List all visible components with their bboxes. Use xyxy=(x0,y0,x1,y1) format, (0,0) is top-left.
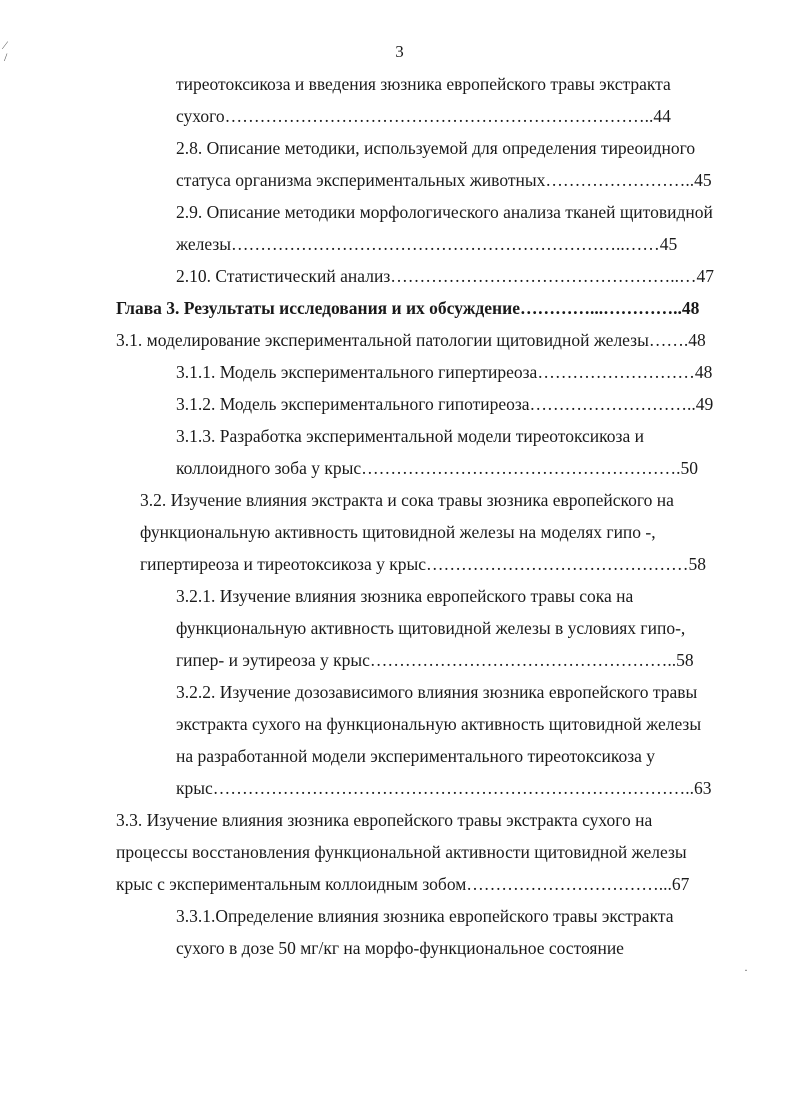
toc-line: сухого………………………………………………………………..44 xyxy=(176,106,671,126)
toc-line: крыс………………………………………………………………………..63 xyxy=(176,778,712,798)
toc-line: 3.2.1. Изучение влияния зюзника европейского травы сока на xyxy=(176,586,634,606)
toc-line: 3.1.2. Модель экспериментального гипотиреоза………………………..49 xyxy=(176,394,714,414)
toc-line: 2.10. Статистический анализ…………………………………………..…47 xyxy=(176,266,714,286)
toc-line: 2.9. Описание методики морфологического анализа тканей щитовидной xyxy=(176,202,713,222)
toc-line: статуса организма экспериментальных животных……………………..45 xyxy=(176,170,712,190)
toc-line: 3.3. Изучение влияния зюзника европейского травы экстракта сухого на xyxy=(116,810,653,830)
toc-line: сухого в дозе 50 мг/кг на морфо-функциональное состояние xyxy=(176,938,624,958)
toc-line: 3.2.2. Изучение дозозависимого влияния зюзника европейского травы xyxy=(176,682,698,702)
toc-line: тиреотоксикоза и введения зюзника европейского травы экстракта xyxy=(176,74,671,94)
toc-line: коллоидного зоба у крыс……………………………………………….50 xyxy=(176,458,698,478)
toc-line: крыс с экспериментальным коллоидным зобом……………………………...67 xyxy=(116,874,690,894)
toc-line: экстракта сухого на функциональную активность щитовидной железы xyxy=(176,714,702,734)
toc-line: функциональную активность щитовидной железы в условиях гипо-, xyxy=(176,618,686,638)
toc-chapter-heading: Глава 3. Результаты исследования и их обсуждение…………...…………..48 xyxy=(116,298,700,318)
scan-artifact-mark: ⁄ xyxy=(4,38,7,52)
toc-line: 2.8. Описание методики, используемой для определения тиреоидного xyxy=(176,138,696,158)
toc-line: гипер- и эутиреоза у крыс……………………………………………..58 xyxy=(176,650,694,670)
toc-line: 3.1.1. Модель экспериментального гипертиреоза………………………48 xyxy=(176,362,713,382)
toc-line: процессы восстановления функциональной активности щитовидной железы xyxy=(116,842,687,862)
toc-line: 3.1.3. Разработка экспериментальной модели тиреотоксикоза и xyxy=(176,426,644,446)
page-number: 3 xyxy=(395,42,404,61)
toc-line: железы…………………………………………………………..……45 xyxy=(176,234,678,254)
toc-line: 3.1. моделирование экспериментальной патологии щитовидной железы…….48 xyxy=(116,330,706,350)
toc-line: на разработанной модели экспериментального тиреотоксикоза у xyxy=(176,746,656,766)
scan-artifact-mark: · xyxy=(744,963,748,977)
toc-line: функциональную активность щитовидной железы на моделях гипо -, xyxy=(140,522,656,542)
toc-line: гипертиреоза и тиреотоксикоза у крыс………………………………………58 xyxy=(140,554,707,574)
toc-line: 3.2. Изучение влияния экстракта и сока травы зюзника европейского на xyxy=(140,490,674,510)
toc-line: 3.3.1.Определение влияния зюзника европейского травы экстракта xyxy=(176,906,674,926)
scan-artifact-mark: / xyxy=(4,50,8,64)
